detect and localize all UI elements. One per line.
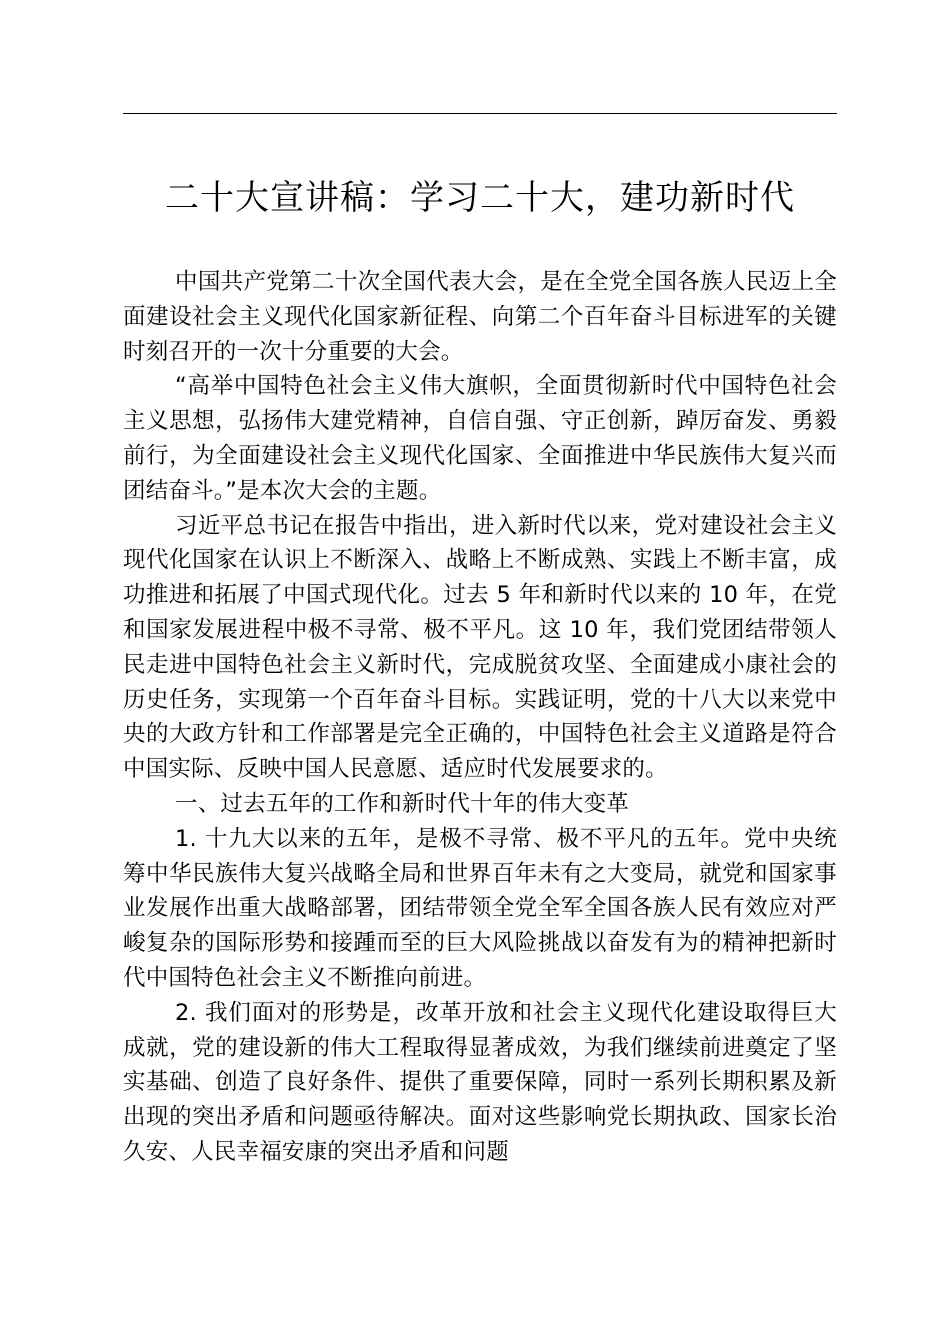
paragraph-intro: 中国共产党第二十次全国代表大会，是在全党全国各族人民迈上全面建设社会主义现代化国家新征程、向第二个百年奋斗目标进军的关键时刻召开的一次十分重要的大会。 xyxy=(123,269,837,365)
header-rule xyxy=(123,113,837,114)
paragraph-point-1: 1. 十九大以来的五年，是极不寻常、极不平凡的五年。党中央统筹中华民族伟大复兴战略全局和世界百年未有之大变局，就党和国家事业发展作出重大战略部署，团结带领全党全军全国各族人民有效应对严峻复杂的国际形势和接踵而至的巨大风险挑战以奋发有为的精神把新时代中国特色社会主义不断推向前进。 xyxy=(123,825,837,991)
document-body xyxy=(123,265,837,1170)
paragraph-report-summary: 习近平总书记在报告中指出，进入新时代以来，党对建设社会主义现代化国家在认识上不断深入、战略上不断成熟、实践上不断丰富，成功推进和拓展了中国式现代化。过去 5 年和新时代以来的 10 年，在党和国家发展进程中极不寻常、极不平凡。这 10 年，我们党团结带领人民走进中国特色社会主义新时代，完成脱贫攻坚、全面建成小康社会的历史任务，实现第一个百年奋斗目标。实践证明，党的十八大以来党中央的大政方针和工作部署是完全正确的，中国特色社会主义道路是符合中国实际、反映中国人民意愿、适应时代发展要求的。 xyxy=(123,512,837,783)
section-heading-1: 一、过去五年的工作和新时代十年的伟大变革 xyxy=(175,790,630,817)
paragraph-point-2: 2. 我们面对的形势是，改革开放和社会主义现代化建设取得巨大成就，党的建设新的伟大工程取得显著成效，为我们继续前进奠定了坚实基础、创造了良好条件、提供了重要保障，同时一系列长期积累及新出现的突出矛盾和问题亟待解决。面对这些影响党长期执政、国家长治久安、人民幸福安康的突出矛盾和问题 xyxy=(123,999,837,1165)
document-title: 二十大宣讲稿：学习二十大，建功新时代 xyxy=(165,178,795,218)
paragraph-theme: “高举中国特色社会主义伟大旗帜，全面贯彻新时代中国特色社会主义思想，弘扬伟大建党精神，自信自强、守正创新，踔厉奋发、勇毅前行，为全面建设社会主义现代化国家、全面推进中华民族伟大复兴而团结奋斗。”是本次大会的主题。 xyxy=(123,373,837,504)
